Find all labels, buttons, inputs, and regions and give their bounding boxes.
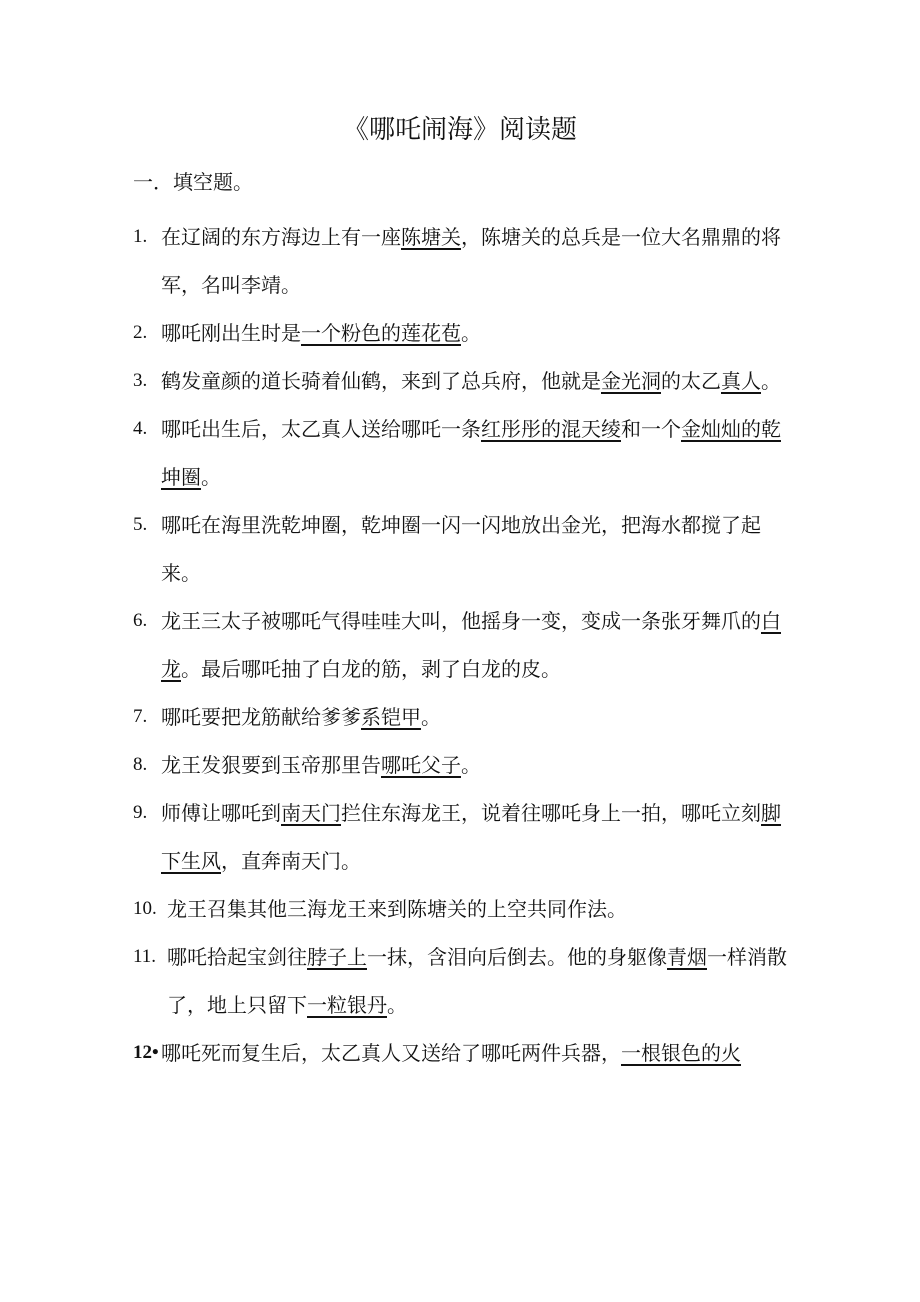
text-segment: 的太乙 — [661, 369, 721, 393]
question-number: 5. — [133, 514, 148, 535]
answer-underlined: 金光洞 — [601, 369, 661, 393]
text-segment: 和一个 — [621, 417, 681, 441]
question-text — [161, 597, 793, 693]
question-number: 3. — [133, 370, 148, 391]
text-segment: 在辽阔的东方海边上有一座 — [161, 225, 401, 249]
question-number: 7. — [133, 706, 148, 727]
text-segment: 。 — [761, 369, 781, 393]
text-segment: 。 — [201, 465, 221, 489]
question-number: 8. — [133, 754, 148, 775]
question-text — [161, 693, 793, 741]
text-segment: ，陈塘关的总兵是一位大名鼎鼎的将军，名叫李靖。 — [161, 225, 781, 297]
text-segment: 龙王发狠要到玉帝那里告 — [161, 753, 381, 777]
question-number: 2. — [133, 322, 148, 343]
question-text — [161, 405, 793, 501]
text-segment: 哪吒刚出生时是 — [161, 321, 301, 345]
question-number: 11. — [133, 946, 157, 967]
text-segment: 一抹，含泪向后倒去。他的身躯像 — [367, 945, 667, 969]
question-text — [161, 309, 793, 357]
question-item-4 — [133, 405, 793, 501]
answer-underlined: 金灿灿的乾坤圈 — [161, 417, 781, 489]
answer-underlined: 青烟 — [667, 945, 707, 969]
text-segment: 鹤发童颜的道长骑着仙鹤，来到了总兵府，他就是 — [161, 369, 601, 393]
question-list — [133, 213, 793, 1077]
question-text — [167, 885, 793, 933]
answer-underlined: 脖子上 — [307, 945, 367, 969]
question-item-8 — [133, 741, 793, 789]
answer-underlined: 白龙 — [161, 609, 781, 681]
question-item-5 — [133, 501, 793, 597]
text-segment: ，直奔南天门。 — [221, 849, 361, 873]
answer-underlined: 一粒银丹 — [307, 993, 387, 1017]
question-text — [161, 213, 793, 309]
text-segment: 。 — [421, 705, 441, 729]
question-text — [161, 789, 793, 885]
question-number: 1. — [133, 226, 148, 247]
question-text — [161, 741, 793, 789]
text-segment: 龙王三太子被哪吒气得哇哇大叫，他摇身一变，变成一条张牙舞爪的 — [161, 609, 761, 633]
answer-underlined: 一个粉色的莲花苞 — [301, 321, 461, 345]
question-number: 4. — [133, 418, 148, 439]
text-segment: 哪吒死而复生后，太乙真人又送给了哪吒两件兵器， — [161, 1041, 621, 1065]
text-segment: 。 — [387, 993, 407, 1017]
text-segment: 拦住东海龙王，说着往哪吒身上一拍，哪吒立刻 — [341, 801, 761, 825]
question-number: 9. — [133, 802, 148, 823]
text-segment: 。 — [461, 321, 481, 345]
question-number: 12• — [133, 1042, 159, 1063]
question-text — [161, 501, 793, 597]
answer-underlined: 一根银色的火 — [621, 1041, 741, 1065]
question-item-12 — [133, 1029, 793, 1077]
question-item-1 — [133, 213, 793, 309]
text-segment: 哪吒拾起宝剑往 — [167, 945, 307, 969]
question-item-9 — [133, 789, 793, 885]
answer-underlined: 南天门 — [281, 801, 341, 825]
answer-underlined: 真人 — [721, 369, 761, 393]
text-segment: 。最后哪吒抽了白龙的筋，剥了白龙的皮。 — [181, 657, 561, 681]
text-segment: 哪吒出生后，太乙真人送给哪吒一条 — [161, 417, 481, 441]
question-item-3 — [133, 357, 793, 405]
text-segment: 一样消散了，地上只留下 — [167, 945, 787, 1017]
question-item-11 — [133, 933, 793, 1029]
question-item-7 — [133, 693, 793, 741]
section-heading: 一．填空题。 — [133, 170, 253, 194]
text-segment: 哪吒要把龙筋献给爹爹 — [161, 705, 361, 729]
text-segment: 。 — [461, 753, 481, 777]
answer-underlined: 陈塘关 — [401, 225, 461, 249]
text-segment: 哪吒在海里洗乾坤圈，乾坤圈一闪一闪地放出金光，把海水都搅了起来。 — [161, 513, 761, 585]
text-segment: 师傅让哪吒到 — [161, 801, 281, 825]
text-segment: 龙王召集其他三海龙王来到陈塘关的上空共同作法。 — [167, 897, 627, 921]
answer-underlined: 系铠甲 — [361, 705, 421, 729]
question-number: 6. — [133, 610, 148, 631]
answer-underlined: 脚下生风 — [161, 801, 781, 873]
question-number: 10. — [133, 898, 157, 919]
question-item-10 — [133, 885, 793, 933]
answer-underlined: 红彤彤的混天绫 — [481, 417, 621, 441]
page-title: 《哪吒闹海》阅读题 — [342, 115, 577, 145]
question-text — [161, 1029, 793, 1077]
answer-underlined: 哪吒父子 — [381, 753, 461, 777]
question-text — [161, 357, 793, 405]
question-text — [167, 933, 793, 1029]
question-item-6 — [133, 597, 793, 693]
question-item-2 — [133, 309, 793, 357]
